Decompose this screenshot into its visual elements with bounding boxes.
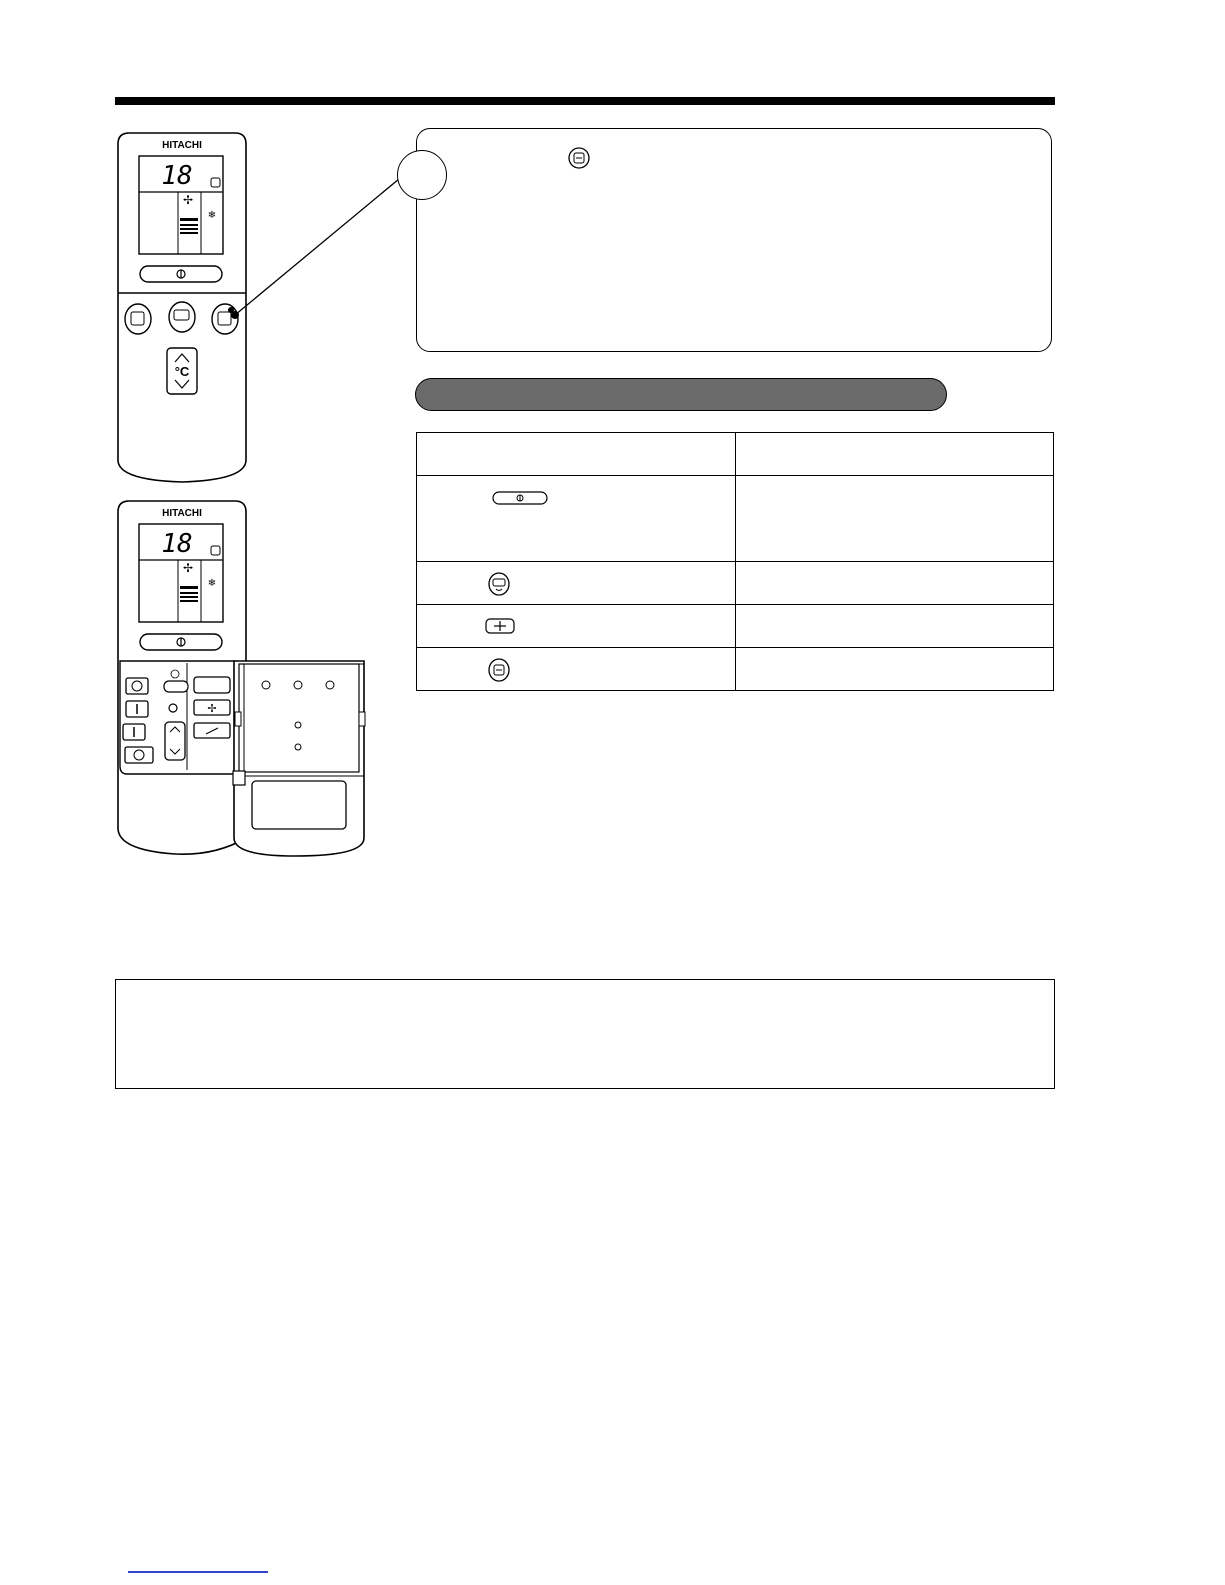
brand-logo: HITACHI xyxy=(162,508,202,519)
table-header-cell xyxy=(736,433,1054,476)
table-header-cell xyxy=(417,433,736,476)
temp-unit: °C xyxy=(174,364,190,379)
filter-button-icon xyxy=(567,147,591,169)
table-row xyxy=(417,605,1054,648)
table-cell xyxy=(417,605,736,648)
table-cell xyxy=(736,562,1054,605)
callout-box xyxy=(416,128,1052,352)
section-header-bar xyxy=(415,378,947,411)
brand-logo: HITACHI xyxy=(162,140,202,151)
fan-button-icon xyxy=(485,617,515,635)
svg-text:❄: ❄ xyxy=(207,210,217,221)
table-row xyxy=(417,562,1054,605)
table-cell xyxy=(417,562,736,605)
callout-leader xyxy=(225,160,425,330)
remote-control-bottom xyxy=(115,498,370,860)
table-cell xyxy=(736,476,1054,562)
lcd-temp: 18 xyxy=(161,529,193,559)
table-cell xyxy=(736,605,1054,648)
function-table xyxy=(416,432,1054,691)
svg-text:✢: ✢ xyxy=(182,561,194,575)
airflow-button-icon xyxy=(487,572,511,596)
note-box xyxy=(115,979,1055,1089)
table-cell xyxy=(736,648,1054,691)
table-cell xyxy=(417,476,736,562)
callout-step-circle xyxy=(397,150,447,200)
power-button-icon xyxy=(492,490,548,506)
top-rule xyxy=(115,97,1055,105)
svg-text:✢: ✢ xyxy=(207,702,217,715)
filter-button-icon xyxy=(487,658,511,682)
table-row xyxy=(417,648,1054,691)
svg-text:✢: ✢ xyxy=(182,193,194,207)
table-header-row xyxy=(417,433,1054,476)
svg-text:❄: ❄ xyxy=(207,578,217,589)
lcd-temp: 18 xyxy=(161,161,193,191)
footer-link-underline xyxy=(128,1571,268,1573)
table-cell xyxy=(417,648,736,691)
table-row xyxy=(417,476,1054,562)
